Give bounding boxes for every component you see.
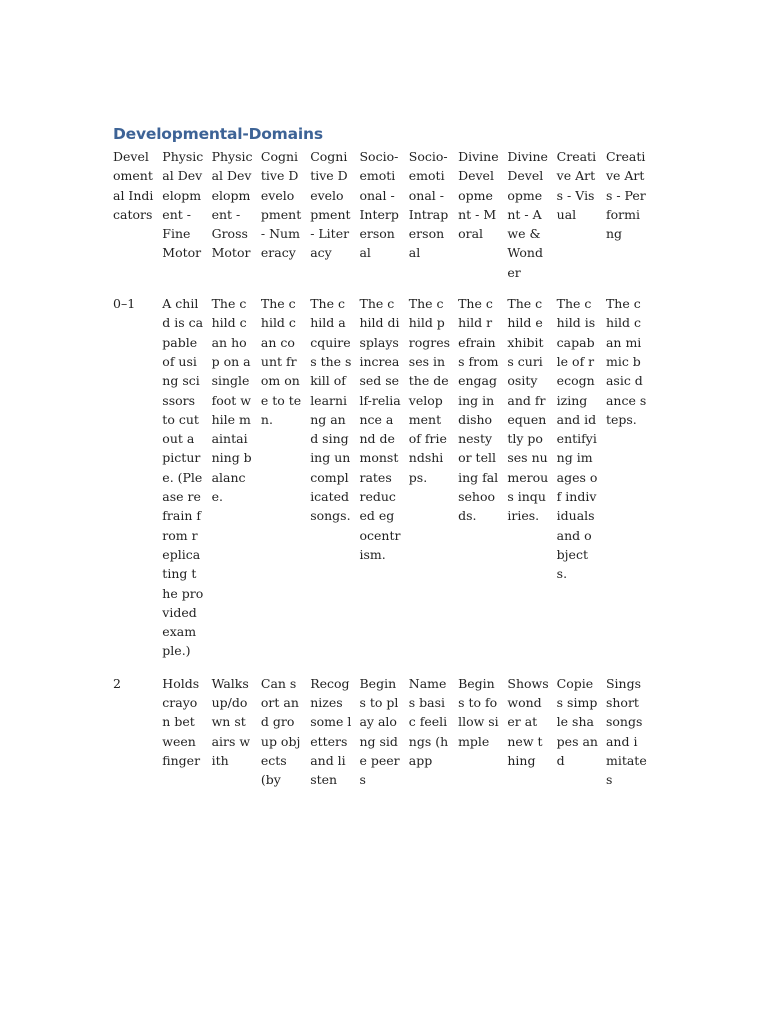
table-cell: The child exhibits curiosity and frequently poses numerous inquiries. — [507, 296, 549, 524]
table-cell: Sings short songs and imitates — [605, 675, 647, 788]
page-title: Developmental-Domains — [113, 125, 323, 143]
header-cell-performing-arts: Creative Arts - Performing — [605, 149, 646, 242]
table-header-row — [109, 147, 651, 294]
table-cell: The child refrains from engaging in dishonesty or telling falsehoods. — [458, 296, 499, 524]
table-cell: 2 — [113, 675, 121, 691]
table-cell: Names basic feelings (happ — [408, 675, 449, 768]
header-cell-interpersonal: Socio-emotional - Interpersonal — [359, 149, 399, 261]
table-cell: The child can hop on a single foot while maintaining balance. — [211, 296, 252, 505]
table-cell: Shows wonder at new thing — [507, 675, 549, 768]
table-cell: Walks up/down stairs with — [211, 675, 251, 768]
header-cell-literacy: Cognitive Development - Literacy — [310, 149, 351, 261]
header-cell-visual-arts: Creative Arts - Visual — [556, 149, 597, 222]
table-row — [109, 294, 651, 674]
header-cell-awe-wonder: Divine Development - Awe & Wonder — [507, 149, 548, 280]
table-cell: Holds crayon between finger — [162, 675, 201, 768]
table-cell: The child is capable of recognizing and identifying images of individuals and objects. — [556, 296, 598, 582]
table-cell: 0–1 — [113, 296, 136, 312]
table-cell: The child can count from one to ten. — [260, 296, 302, 427]
header-cell-indicators: Develomental Indicators — [113, 149, 154, 222]
table-cell: Begins to play along side peers — [359, 675, 400, 788]
header-cell-moral: Divine Development - Moral — [458, 149, 499, 242]
table-cell: The child progresses in the development of friendships. — [408, 296, 451, 485]
table-cell: Copies simple shapes and — [556, 675, 598, 768]
table-cell: The child displays increased self-reliance and demonstrates reduced egocentrism. — [359, 296, 401, 562]
table-row — [109, 674, 651, 790]
table-cell: Recognizes some letters and listen — [310, 675, 352, 788]
header-cell-numeracy: Cognitive Development - Numeracy — [260, 149, 302, 261]
table-cell: The child can mimic basic dance steps. — [605, 296, 647, 427]
table-cell: Can sort and group objects (by — [260, 675, 301, 788]
table-cell: Begins to follow simple — [458, 675, 499, 749]
table-cell: The child acquires the skill of learning and singing uncomplicated songs. — [310, 296, 352, 524]
header-cell-gross-motor: Physical Development - Gross Motor — [211, 149, 253, 261]
header-cell-intrapersonal: Socio-emotional - Intrapersonal — [408, 149, 449, 261]
table-cell: A child is capable of using scissors to cut out a picture. (Please refrain from replicating the provided example.) — [162, 296, 204, 659]
developmental-domains-table — [109, 147, 651, 790]
header-cell-fine-motor: Physical Development - Fine Motor — [162, 149, 204, 261]
